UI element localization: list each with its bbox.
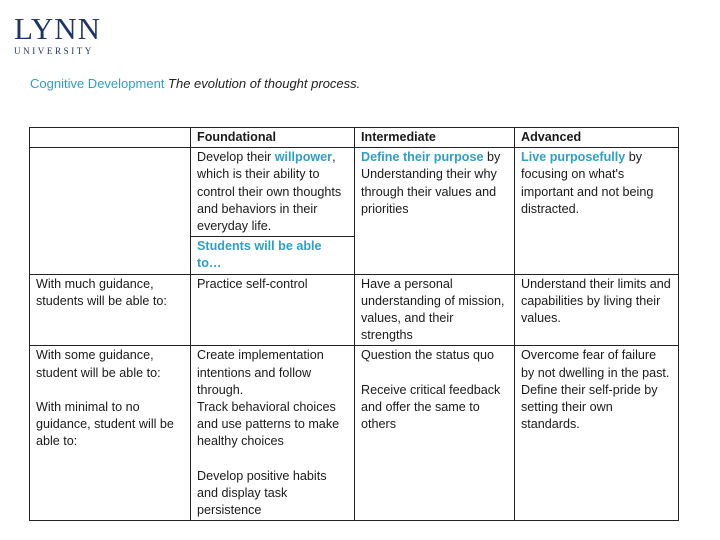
table-row bbox=[30, 274, 679, 346]
row-label-much-guidance: With much guidance, students will be able to: bbox=[30, 274, 191, 346]
table-row bbox=[30, 346, 679, 521]
keyword-define-purpose: Define their purpose bbox=[361, 150, 484, 165]
rubric-table bbox=[29, 127, 679, 521]
title-subtitle: The evolution of thought process. bbox=[168, 76, 361, 91]
logo-subtitle: UNIVERSITY bbox=[14, 46, 94, 56]
cell-advanced: Understand their limits and capabilities by living their values. bbox=[515, 274, 679, 346]
list-item: Develop positive habits and display task persistence bbox=[197, 468, 327, 518]
university-logo bbox=[14, 11, 101, 56]
list-item: Receive critical feedback and offer the same to others bbox=[361, 382, 501, 432]
list-item: Define their self-pride by setting their own standards. bbox=[521, 382, 658, 432]
advanced-description: Live purposefully by focusing on what's important and not being distracted. bbox=[515, 148, 679, 274]
empty-label-cell bbox=[30, 148, 191, 274]
label-minimal-guidance: With minimal to no guidance, student will be able to: bbox=[36, 399, 174, 449]
keyword-live-purposefully: Live purposefully bbox=[521, 150, 626, 165]
cell-foundational: Practice self-control bbox=[191, 274, 355, 346]
list-item: Track behavioral choices and use patterns to make healthy choices bbox=[197, 400, 340, 449]
table-row bbox=[30, 148, 679, 237]
title-accent: Cognitive Development bbox=[30, 76, 165, 91]
list-item: Overcome fear of failure by not dwelling in the past. bbox=[521, 348, 670, 380]
cell-foundational bbox=[191, 346, 355, 521]
table-row bbox=[30, 128, 679, 148]
list-item: Question the status quo bbox=[361, 348, 495, 363]
list-item: Create implementation intentions and follow through. bbox=[197, 348, 324, 397]
cell-intermediate bbox=[355, 346, 515, 521]
logo-wordmark: LYNN bbox=[14, 11, 101, 46]
header-advanced: Advanced bbox=[515, 128, 679, 148]
page-title bbox=[30, 76, 360, 91]
cell-advanced bbox=[515, 346, 679, 521]
row-label-some-guidance bbox=[30, 346, 191, 521]
intermediate-description: Define their purpose by Understanding their why through their values and priorities bbox=[355, 148, 515, 274]
cell-intermediate: Have a personal understanding of mission, values, and their strengths bbox=[355, 274, 515, 346]
header-foundational: Foundational bbox=[191, 128, 355, 148]
students-label: Students will be able to… bbox=[191, 237, 355, 274]
label-some-guidance: With some guidance, student will be able to: bbox=[36, 348, 161, 380]
header-intermediate: Intermediate bbox=[355, 128, 515, 148]
empty-corner-cell bbox=[30, 128, 191, 148]
keyword-willpower: willpower bbox=[274, 150, 333, 165]
foundational-description: Develop their willpower, which is their ability to control their own thoughts and behaviors in their everyday life. bbox=[191, 148, 355, 237]
